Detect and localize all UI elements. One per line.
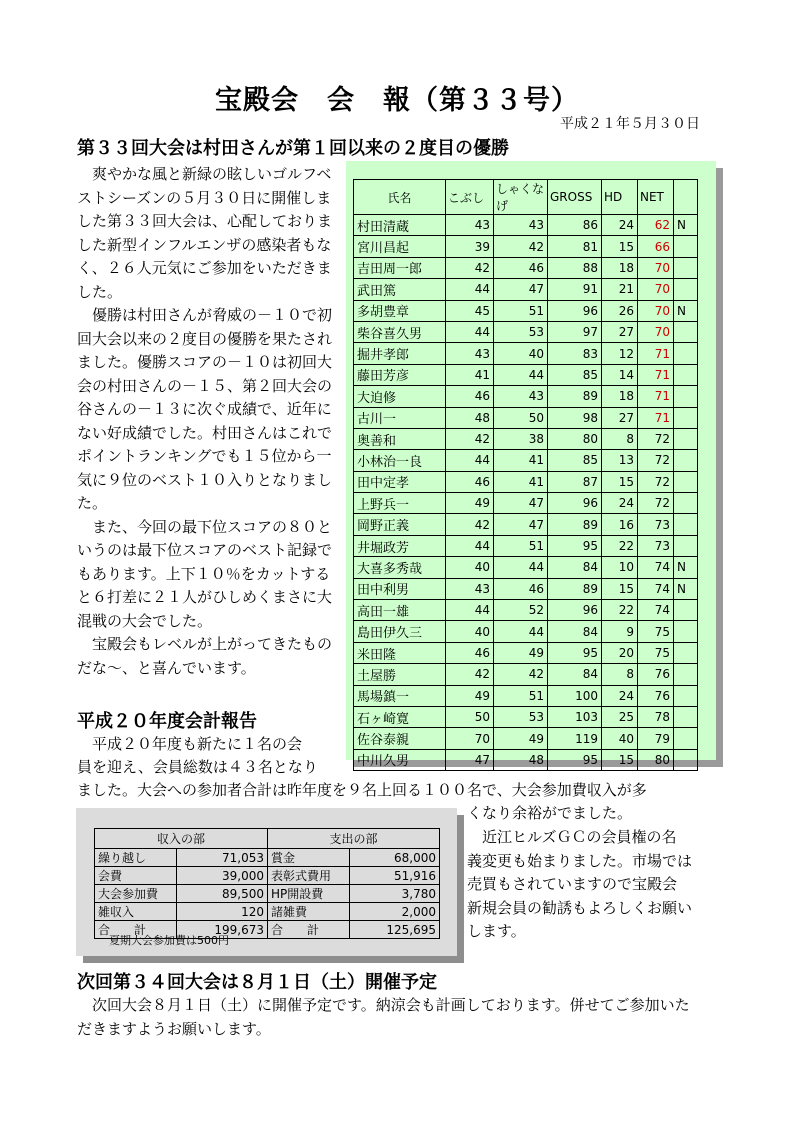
kobushi-score: 48 bbox=[446, 407, 494, 428]
new-peria-flag: N bbox=[674, 215, 698, 236]
accounts-table bbox=[94, 828, 440, 939]
income-item: 合 計 bbox=[95, 921, 177, 939]
income-item: 雑収入 bbox=[95, 903, 177, 921]
handicap: 16 bbox=[602, 514, 638, 535]
accounts-note: 夏期大会参加費は500円 bbox=[109, 934, 229, 947]
article1-heading: 第３３回大会は村田さんが第１回以来の２度目の優勝 bbox=[77, 138, 509, 159]
kobushi-score: 49 bbox=[446, 493, 494, 514]
results-panel bbox=[346, 161, 716, 770]
income-amount: 39,000 bbox=[177, 867, 268, 885]
accounts-body bbox=[95, 849, 440, 939]
handicap: 25 bbox=[602, 706, 638, 727]
kobushi-score: 43 bbox=[446, 215, 494, 236]
kobushi-score: 43 bbox=[446, 343, 494, 364]
new-peria-flag bbox=[674, 321, 698, 342]
accounts-row bbox=[95, 885, 440, 903]
article1-paragraph: また、今回の最下位スコアの８０というのは最下位スコアのベスト記録でもあります。上下１０％をカットすると６打差に２１人がひしめくまさに大混戦の大会でした。 bbox=[77, 517, 333, 630]
shakunage-score: 42 bbox=[494, 236, 548, 257]
article1-body bbox=[77, 163, 339, 680]
handicap: 15 bbox=[602, 471, 638, 492]
player-name: 大迫修 bbox=[354, 386, 446, 407]
new-peria-flag bbox=[674, 642, 698, 663]
net-score: 70 bbox=[638, 321, 674, 342]
player-name: 高田一雄 bbox=[354, 600, 446, 621]
new-peria-flag bbox=[674, 706, 698, 727]
player-name: 宮川昌起 bbox=[354, 236, 446, 257]
gross-score: 83 bbox=[548, 343, 602, 364]
handicap: 27 bbox=[602, 407, 638, 428]
new-peria-flag bbox=[674, 685, 698, 706]
player-name: 中川久男 bbox=[354, 749, 446, 770]
net-score: 71 bbox=[638, 343, 674, 364]
net-score: 70 bbox=[638, 257, 674, 278]
kobushi-score: 40 bbox=[446, 621, 494, 642]
player-name: 岡野正義 bbox=[354, 514, 446, 535]
article1-paragraph: 宝殿会もレベルが上がってきたものだな～、と喜んでいます。 bbox=[77, 635, 333, 677]
player-name: 柴谷喜久男 bbox=[354, 321, 446, 342]
handicap: 20 bbox=[602, 642, 638, 663]
results-row bbox=[354, 300, 698, 321]
shakunage-score: 49 bbox=[494, 728, 548, 749]
results-row bbox=[354, 728, 698, 749]
handicap: 40 bbox=[602, 728, 638, 749]
article1-paragraph: 爽やかな風と新緑の眩しいゴルフベストシーズンの５月３０日に開催しました第３３回大会は、心配しておりました新型インフルエンザの感染者もなく、２６人元気にご参加をいただきました。 bbox=[77, 165, 333, 301]
kobushi-score: 46 bbox=[446, 471, 494, 492]
shakunage-score: 52 bbox=[494, 600, 548, 621]
new-peria-flag bbox=[674, 514, 698, 535]
shakunage-score: 51 bbox=[494, 535, 548, 556]
shakunage-score: 49 bbox=[494, 642, 548, 663]
article2-side-text bbox=[467, 826, 727, 944]
article2-line: くなり余裕がでました。 bbox=[467, 804, 633, 822]
income-item: 大会参加費 bbox=[95, 885, 177, 903]
kobushi-score: 43 bbox=[446, 578, 494, 599]
accounts-header-row bbox=[95, 829, 440, 849]
player-name: 上野兵一 bbox=[354, 493, 446, 514]
handicap: 12 bbox=[602, 343, 638, 364]
net-score: 72 bbox=[638, 493, 674, 514]
shakunage-score: 46 bbox=[494, 257, 548, 278]
shakunage-score: 53 bbox=[494, 321, 548, 342]
shakunage-score: 50 bbox=[494, 407, 548, 428]
gross-score: 96 bbox=[548, 300, 602, 321]
expense-item: 諸雑費 bbox=[268, 903, 350, 921]
shakunage-score: 44 bbox=[494, 621, 548, 642]
col-header-gross: GROSS bbox=[548, 180, 602, 215]
shakunage-score: 47 bbox=[494, 514, 548, 535]
results-row bbox=[354, 364, 698, 385]
net-score: 71 bbox=[638, 364, 674, 385]
col-header-kobushi: こぶし bbox=[446, 180, 494, 215]
expense-item: 表彰式費用 bbox=[268, 867, 350, 885]
expense-item: HP開設費 bbox=[268, 885, 350, 903]
handicap: 15 bbox=[602, 236, 638, 257]
results-row bbox=[354, 257, 698, 278]
player-name: 米田隆 bbox=[354, 642, 446, 663]
gross-score: 84 bbox=[548, 664, 602, 685]
new-peria-flag bbox=[674, 236, 698, 257]
player-name: 島田伊久三 bbox=[354, 621, 446, 642]
results-row bbox=[354, 321, 698, 342]
gross-score: 85 bbox=[548, 364, 602, 385]
player-name: 小林治一良 bbox=[354, 450, 446, 471]
gross-score: 100 bbox=[548, 685, 602, 706]
kobushi-score: 70 bbox=[446, 728, 494, 749]
net-score: 79 bbox=[638, 728, 674, 749]
handicap: 21 bbox=[602, 279, 638, 300]
gross-score: 84 bbox=[548, 621, 602, 642]
net-score: 62 bbox=[638, 215, 674, 236]
net-score: 78 bbox=[638, 706, 674, 727]
net-score: 71 bbox=[638, 407, 674, 428]
net-score: 73 bbox=[638, 535, 674, 556]
expense-amount: 51,916 bbox=[350, 867, 440, 885]
col-header-name: 氏名 bbox=[354, 180, 446, 215]
results-row bbox=[354, 749, 698, 770]
gross-score: 98 bbox=[548, 407, 602, 428]
income-amount: 89,500 bbox=[177, 885, 268, 903]
gross-score: 96 bbox=[548, 493, 602, 514]
handicap: 24 bbox=[602, 685, 638, 706]
income-header: 収入の部 bbox=[95, 829, 268, 849]
net-score: 76 bbox=[638, 664, 674, 685]
gross-score: 87 bbox=[548, 471, 602, 492]
player-name: 井堀政芳 bbox=[354, 535, 446, 556]
net-score: 74 bbox=[638, 600, 674, 621]
new-peria-flag bbox=[674, 664, 698, 685]
handicap: 8 bbox=[602, 664, 638, 685]
expense-item: 合 計 bbox=[268, 921, 350, 939]
handicap: 18 bbox=[602, 386, 638, 407]
handicap: 10 bbox=[602, 557, 638, 578]
kobushi-score: 42 bbox=[446, 514, 494, 535]
results-row bbox=[354, 386, 698, 407]
side-line: 新規会員の勧誘もよろしくお願い bbox=[467, 898, 693, 917]
net-score: 73 bbox=[638, 514, 674, 535]
kobushi-score: 42 bbox=[446, 257, 494, 278]
article2-heading: 平成２０年度会計報告 bbox=[77, 711, 257, 732]
gross-score: 89 bbox=[548, 514, 602, 535]
gross-score: 96 bbox=[548, 600, 602, 621]
expense-item: 賞金 bbox=[268, 849, 350, 867]
accounts-panel bbox=[76, 808, 457, 956]
shakunage-score: 38 bbox=[494, 428, 548, 449]
side-line: 義変更も始まりました。市場では bbox=[467, 851, 693, 870]
new-peria-flag bbox=[674, 450, 698, 471]
results-row bbox=[354, 493, 698, 514]
player-name: 多胡豊章 bbox=[354, 300, 446, 321]
results-row bbox=[354, 343, 698, 364]
kobushi-score: 47 bbox=[446, 749, 494, 770]
results-header-row bbox=[354, 180, 698, 215]
results-body bbox=[354, 215, 698, 771]
gross-score: 95 bbox=[548, 535, 602, 556]
shakunage-score: 46 bbox=[494, 578, 548, 599]
results-row bbox=[354, 557, 698, 578]
player-name: 馬場鎮一 bbox=[354, 685, 446, 706]
results-table bbox=[353, 179, 698, 771]
net-score: 70 bbox=[638, 300, 674, 321]
kobushi-score: 44 bbox=[446, 535, 494, 556]
article3-line: だきますようお願いします。 bbox=[77, 1020, 271, 1038]
shakunage-score: 41 bbox=[494, 450, 548, 471]
expense-amount: 125,695 bbox=[350, 921, 440, 939]
handicap: 22 bbox=[602, 600, 638, 621]
shakunage-score: 40 bbox=[494, 343, 548, 364]
player-name: 石ヶ崎寛 bbox=[354, 706, 446, 727]
new-peria-flag bbox=[674, 493, 698, 514]
new-peria-flag: N bbox=[674, 578, 698, 599]
results-row bbox=[354, 621, 698, 642]
new-peria-flag bbox=[674, 407, 698, 428]
net-score: 74 bbox=[638, 578, 674, 599]
results-row bbox=[354, 578, 698, 599]
handicap: 24 bbox=[602, 493, 638, 514]
handicap: 18 bbox=[602, 257, 638, 278]
player-name: 田中定孝 bbox=[354, 471, 446, 492]
net-score: 72 bbox=[638, 450, 674, 471]
col-header-flag bbox=[674, 180, 698, 215]
net-score: 72 bbox=[638, 428, 674, 449]
gross-score: 95 bbox=[548, 749, 602, 770]
net-score: 70 bbox=[638, 279, 674, 300]
shakunage-score: 44 bbox=[494, 557, 548, 578]
gross-score: 119 bbox=[548, 728, 602, 749]
side-line: します。 bbox=[467, 922, 526, 940]
gross-score: 95 bbox=[548, 642, 602, 663]
income-amount: 71,053 bbox=[177, 849, 268, 867]
side-line: 売買もされていますので宝殿会 bbox=[467, 875, 678, 893]
shakunage-score: 47 bbox=[494, 493, 548, 514]
gross-score: 97 bbox=[548, 321, 602, 342]
handicap: 26 bbox=[602, 300, 638, 321]
gross-score: 89 bbox=[548, 578, 602, 599]
results-row bbox=[354, 428, 698, 449]
side-line: 近江ヒルズＧＣの会員権の名 bbox=[467, 828, 677, 846]
new-peria-flag bbox=[674, 471, 698, 492]
player-name: 土屋勝 bbox=[354, 664, 446, 685]
newsletter-title: 宝殿会 会 報（第３３号） bbox=[215, 85, 579, 116]
income-item: 繰り越し bbox=[95, 849, 177, 867]
net-score: 75 bbox=[638, 621, 674, 642]
gross-score: 85 bbox=[548, 450, 602, 471]
results-row bbox=[354, 664, 698, 685]
article2-line: 平成２０年度も新たに１名の会 bbox=[77, 735, 303, 753]
player-name: 掘井孝郎 bbox=[354, 343, 446, 364]
results-row bbox=[354, 450, 698, 471]
new-peria-flag bbox=[674, 621, 698, 642]
new-peria-flag bbox=[674, 428, 698, 449]
expense-amount: 3,780 bbox=[350, 885, 440, 903]
article3-line: 次回大会８月１日（土）に開催予定です。納涼会も計画しております。併せてご参加いた bbox=[77, 996, 690, 1014]
article1-paragraph: 優勝は村田さんが脅威の－１０で初回大会以来の２度目の優勝を果たされました。優勝スコアの－１０は初回大会の村田さんの－１５、第２回大会の谷さんの－１３に次ぐ成績で、近年にない好成績でした。村田さんはこれでポイントランキングでも１５位から一気に９位のベスト１０入りとなりました。 bbox=[77, 306, 333, 512]
net-score: 74 bbox=[638, 557, 674, 578]
results-row bbox=[354, 685, 698, 706]
handicap: 14 bbox=[602, 364, 638, 385]
results-row bbox=[354, 706, 698, 727]
player-name: 村田清蔵 bbox=[354, 215, 446, 236]
gross-score: 80 bbox=[548, 428, 602, 449]
shakunage-score: 43 bbox=[494, 386, 548, 407]
new-peria-flag bbox=[674, 728, 698, 749]
new-peria-flag bbox=[674, 749, 698, 770]
shakunage-score: 43 bbox=[494, 215, 548, 236]
net-score: 75 bbox=[638, 642, 674, 663]
handicap: 15 bbox=[602, 749, 638, 770]
handicap: 24 bbox=[602, 215, 638, 236]
gross-score: 81 bbox=[548, 236, 602, 257]
shakunage-score: 47 bbox=[494, 279, 548, 300]
new-peria-flag bbox=[674, 257, 698, 278]
kobushi-score: 49 bbox=[446, 685, 494, 706]
handicap: 9 bbox=[602, 621, 638, 642]
results-row bbox=[354, 236, 698, 257]
player-name: 吉田周一郎 bbox=[354, 257, 446, 278]
new-peria-flag bbox=[674, 343, 698, 364]
handicap: 27 bbox=[602, 321, 638, 342]
kobushi-score: 42 bbox=[446, 428, 494, 449]
expense-amount: 2,000 bbox=[350, 903, 440, 921]
article2-line: 員を迎え、会員総数は４３名となり bbox=[77, 758, 318, 776]
gross-score: 89 bbox=[548, 386, 602, 407]
kobushi-score: 44 bbox=[446, 600, 494, 621]
kobushi-score: 46 bbox=[446, 386, 494, 407]
new-peria-flag bbox=[674, 279, 698, 300]
handicap: 13 bbox=[602, 450, 638, 471]
new-peria-flag bbox=[674, 364, 698, 385]
income-amount: 199,673 bbox=[177, 921, 268, 939]
kobushi-score: 50 bbox=[446, 706, 494, 727]
results-row bbox=[354, 407, 698, 428]
player-name: 武田篤 bbox=[354, 279, 446, 300]
player-name: 大喜多秀哉 bbox=[354, 557, 446, 578]
issue-date: 平成２１年５月３０日 bbox=[560, 116, 700, 132]
player-name: 藤田芳彦 bbox=[354, 364, 446, 385]
results-row bbox=[354, 535, 698, 556]
kobushi-score: 45 bbox=[446, 300, 494, 321]
shakunage-score: 44 bbox=[494, 364, 548, 385]
new-peria-flag bbox=[674, 600, 698, 621]
income-amount: 120 bbox=[177, 903, 268, 921]
player-name: 奥善和 bbox=[354, 428, 446, 449]
accounts-row bbox=[95, 867, 440, 885]
new-peria-flag bbox=[674, 535, 698, 556]
handicap: 15 bbox=[602, 578, 638, 599]
new-peria-flag: N bbox=[674, 300, 698, 321]
col-header-net: NET bbox=[638, 180, 674, 215]
gross-score: 84 bbox=[548, 557, 602, 578]
net-score: 71 bbox=[638, 386, 674, 407]
kobushi-score: 42 bbox=[446, 664, 494, 685]
kobushi-score: 39 bbox=[446, 236, 494, 257]
kobushi-score: 44 bbox=[446, 321, 494, 342]
results-row bbox=[354, 514, 698, 535]
accounts-row bbox=[95, 849, 440, 867]
gross-score: 86 bbox=[548, 215, 602, 236]
expense-amount: 68,000 bbox=[350, 849, 440, 867]
income-item: 会費 bbox=[95, 867, 177, 885]
gross-score: 88 bbox=[548, 257, 602, 278]
results-row bbox=[354, 600, 698, 621]
net-score: 66 bbox=[638, 236, 674, 257]
kobushi-score: 44 bbox=[446, 279, 494, 300]
handicap: 22 bbox=[602, 535, 638, 556]
kobushi-score: 40 bbox=[446, 557, 494, 578]
net-score: 72 bbox=[638, 471, 674, 492]
shakunage-score: 41 bbox=[494, 471, 548, 492]
results-row bbox=[354, 279, 698, 300]
player-name: 田中利男 bbox=[354, 578, 446, 599]
kobushi-score: 44 bbox=[446, 450, 494, 471]
article2-line: ました。大会への参加者合計は昨年度を９名上回る１００名で、大会参加費収入が多 bbox=[77, 781, 647, 799]
accounts-row bbox=[95, 903, 440, 921]
net-score: 76 bbox=[638, 685, 674, 706]
net-score: 80 bbox=[638, 749, 674, 770]
handicap: 8 bbox=[602, 428, 638, 449]
col-header-shakunage: しゃくなげ bbox=[494, 180, 548, 215]
expense-header: 支出の部 bbox=[268, 829, 440, 849]
kobushi-score: 41 bbox=[446, 364, 494, 385]
shakunage-score: 42 bbox=[494, 664, 548, 685]
col-header-hd: HD bbox=[602, 180, 638, 215]
shakunage-score: 53 bbox=[494, 706, 548, 727]
kobushi-score: 46 bbox=[446, 642, 494, 663]
player-name: 佐谷泰親 bbox=[354, 728, 446, 749]
player-name: 古川一 bbox=[354, 407, 446, 428]
results-row bbox=[354, 215, 698, 236]
article3-heading: 次回第３４回大会は８月１日（土）開催予定 bbox=[77, 972, 437, 993]
gross-score: 103 bbox=[548, 706, 602, 727]
new-peria-flag bbox=[674, 386, 698, 407]
shakunage-score: 51 bbox=[494, 685, 548, 706]
new-peria-flag: N bbox=[674, 557, 698, 578]
gross-score: 91 bbox=[548, 279, 602, 300]
shakunage-score: 51 bbox=[494, 300, 548, 321]
shakunage-score: 48 bbox=[494, 749, 548, 770]
results-row bbox=[354, 642, 698, 663]
results-row bbox=[354, 471, 698, 492]
